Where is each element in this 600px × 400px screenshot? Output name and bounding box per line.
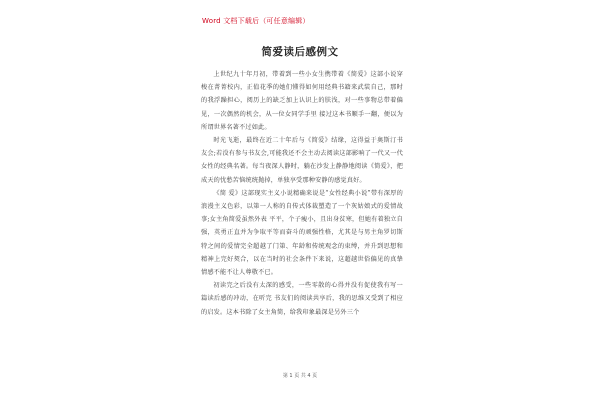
download-note: Word 文档下载后（可任意编辑） [202,17,310,25]
document-title: 简爱读后感例文 [261,46,339,58]
paragraph: 上世纪九十年月初，带着到一些小女生携带着《简爱》这部小说穿梭在菁菁校内，正值花季的她们懂得如何用经典书籍来武装自己，那时的我浮躁担心，阅历上的缺乏加上认识上的肤浅，对一些事物总带着偏见，一次偶然的机会，从一位女同学手里 接过这本书顺手一翻，便以为所谓世界名著不过如此。 [201,71,403,131]
document-body [201,68,403,319]
paragraph: 《简 爱》这部现实主义小说精确来说是“女性经典小说”带有深厚的浪漫主义色彩，以第一人称的自传式体裁塑造了一个灰姑娘式的爱情故事;女主角简爱虽然外表 平平，个子瘦小，且出身贫寒，但她有着独立自强，英勇正直并为争取平等而奋斗的顽强性格，尤其是与男主角罗切斯特之间的爱情完全超越了门第、年龄和传统观念的束缚，并升到思想和精神上完好契合，以在当时的社会条件下来说，这超越世俗偏见的真挚情感不能不让人尊敬不已。 [201,189,403,277]
page-number: 第 1 页 共 4 页 [282,373,318,379]
paragraph: 时光飞逝，最终在近二十年后与《简爱》结缘，这得益于奥斯汀书友会;若没有参与书友会,可能我还不会主动去阅读这部影响了一代又一代女性的经典名著。每当夜深人静时，躺在沙发上静静地阅读《简爱》，把成天的忧愁苦恼统统抛掉，单独享受那种安静的感觉真好。 [201,137,403,184]
paragraph: 初读完之后没有太深的感受，一些零散的心得并没有促使我有写一篇读后感的冲动，在听完 书友们的阅读共享后，我的思维又受到了相应的启发。这本书除了女主角简，给我印象最深是另外三个 [201,282,403,316]
